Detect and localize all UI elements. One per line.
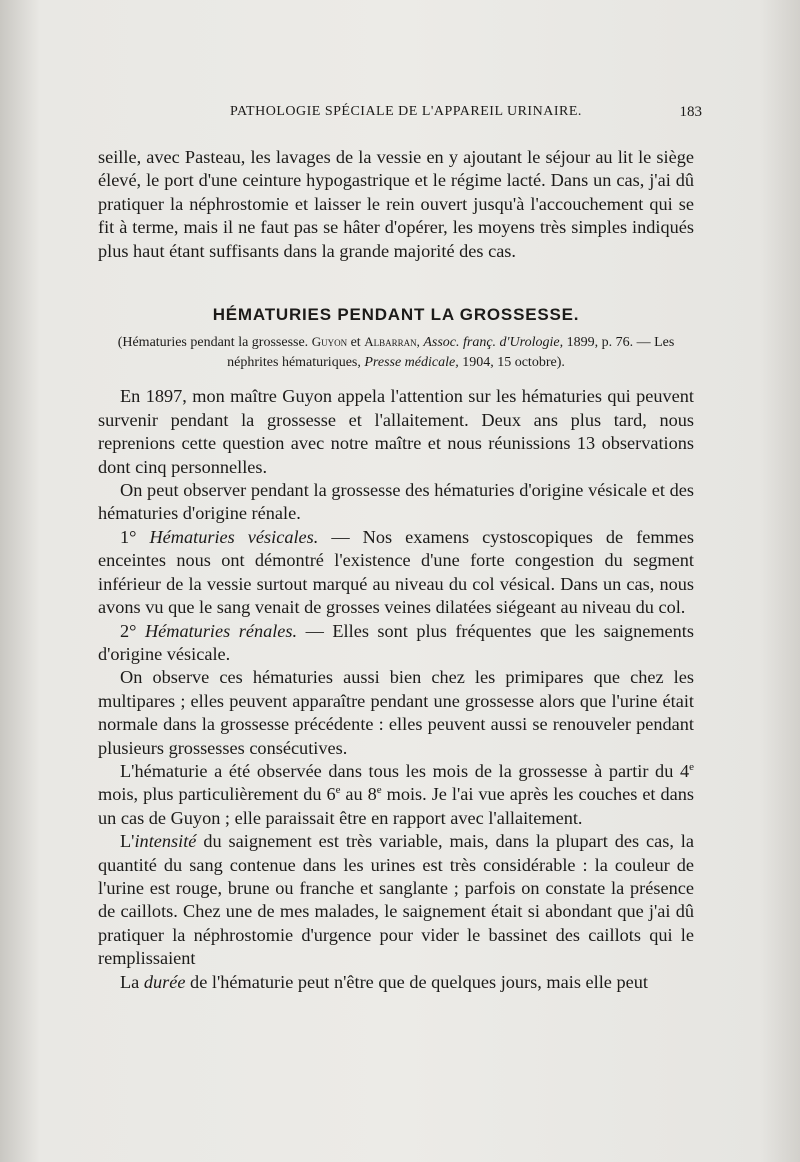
p6-sup2: e [335,784,341,797]
refs-part1: (Hématuries pendant la grossesse. [117,335,309,351]
refs-author2: Albarran, [364,334,420,350]
p7-pre: L' [120,831,135,852]
p6-d: mois. Je l'ai vue après les couches et dans un cas de Guyon ; elle paraissait être en rapport avec l'allaitement. [98,784,694,828]
body-text [98,146,694,994]
p3-number: 1° [120,526,137,547]
p3-text: — Nos examens cystoscopiques de femmes enceintes nous ont démontré l'existence d'une forte congestion du segment inférieur de la vessie surtout marqué au niveau du col vésical. Dans un cas, nous avons vu que le sang venait de grosses veines dilatées siégeant au niveau du col. [98,526,694,618]
paragraph-6 [98,760,694,830]
p8-pre: La [120,971,144,992]
refs-et: et [350,335,361,351]
paragraph-1: En 1897, mon maître Guyon appela l'attention sur les hématuries qui peuvent survenir pendant la grossesse et l'allaitement. Deux ans plus tard, nous reprenions cette question avec notre maître et nous réunissions 13 observations dont cinq personnelles. [98,386,694,477]
p8-text: de l'hématurie peut n'être que de quelques jours, mais elle peut [185,971,648,992]
running-title: PATHOLOGIE SPÉCIALE DE L'APPAREIL URINAIRE. [230,104,582,119]
page-number: 183 [679,104,702,120]
p3-label: Hématuries vésicales. [149,526,319,547]
refs-part2: 1899, p. 76. — Les néphrites hématuriques, [227,335,675,371]
refs-author1: Guyon [311,334,348,350]
refs-journal1: Assoc. franç. d'Urologie, [423,335,564,351]
refs-journal2: Presse médicale, [364,355,459,371]
p7-em: intensité [134,831,197,852]
p4-number: 2° [120,620,137,641]
p4-label: Hématuries rénales. [144,620,298,641]
p7-text: du saignement est très variable, mais, dans la plupart des cas, la quantité du sang contenue dans les urines est très considérable : la couleur de l'urine est rouge, brune ou franche et sanglante ; parfois on constate la présence de caillots. Chez une de mes malades, le saignement était si abondant que j'ai dû pratiquer la néphrostomie d'urgence pour vider le bassinet des caillots qui le remplissaient [98,831,694,969]
intro-paragraph: seille, avec Pasteau, les lavages de la vessie en y ajoutant le séjour au lit le siège élevé, le port d'une ceinture hypogastrique et le régime lacté. Dans un cas, j'ai dû pratiquer la néphrostomie et laisser le rein ouvert jusqu'à l'accouchement qui se fit à terme, mais il ne faut pas se hâter d'opérer, les moyens très simples indiqués plus haut étant suffisants dans la grande majorité des cas. [98,147,694,261]
p4-text: — Elles sont plus fréquentes que les saignements d'origine vésicale. [98,620,694,664]
refs-part3: 1904, 15 octobre). [462,355,565,371]
paragraph-5: On observe ces hématuries aussi bien chez les primipares que chez les multipares ; elles peuvent apparaître pendant une grossesse alors que l'urine était normale dans la grossesse précédente : elles peuvent aussi se renouveler pendant plusieurs grossesses consécutives. [98,667,694,758]
p6-b: mois, plus particulièrement du 6 [98,784,336,805]
page-header [100,104,702,126]
section-title: HÉMATURIES PENDANT LA GROSSESSE. [212,305,580,325]
paragraph-4 [98,620,694,667]
p8-em: durée [143,971,186,992]
paragraph-7 [98,830,694,970]
paragraph-8 [98,971,694,994]
paragraph-3 [98,526,694,620]
section-references [98,332,694,373]
p6-sup1: e [689,760,694,773]
paragraph-2: On peut observer pendant la grossesse des hématuries d'origine vésicale et des hématuries d'origine rénale. [98,480,694,524]
p6-sup3: e [376,784,382,797]
p6-a: L'hématurie a été observée dans tous les mois de la grossesse à partir du 4 [120,760,690,781]
p6-c: au 8 [340,784,377,805]
